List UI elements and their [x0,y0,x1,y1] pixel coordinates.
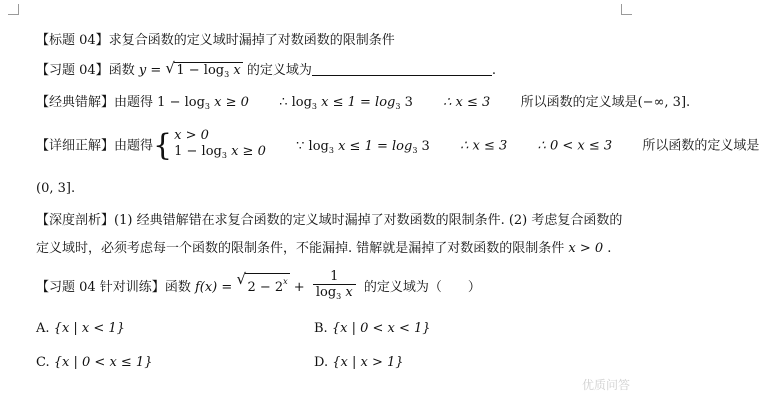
section-label: 【标题 04】 [36,33,109,48]
exercise-suffix: 的定义域为 [246,63,312,78]
option-a: A. {x | x < 1} [36,321,125,336]
page-corner-mark [621,4,632,15]
option-b: B. {x | 0 < x < 1} [314,321,431,336]
inequality-system: x > 0 $1 - \log_3 x \ge 0$ [174,128,266,160]
inequality: ∴ 0 < x ≤ 3 [537,138,613,154]
title-line [36,32,395,50]
correct-answer: (0, 3]. [36,181,76,196]
system-brace: { [153,128,173,163]
analysis-line: 【深度剖析】(1) 经典错解错在求复合函数的定义域时漏掉了对数函数的限制条件. (2) 考虑复合函数的 [36,213,623,228]
section-label: 【习题 04】 [36,63,109,78]
inequality: ∴ $\log_3 x \le 1 = \log_3 3$ [279,95,413,111]
correct-solution-line: 【详细正解】由题得{ x > 0 $1 - \log_3 x \ge 0$ ∵ $\log_3 x \le 1 = \log_3 3$ ∴ x ≤ 3 ∴ 0 < x ≤ 3 所以函数的定义域是 [36,128,759,163]
title-text: 求复合函数的定义域时漏掉了对数函数的限制条件 [108,33,395,48]
option-d: D. {x | x > 1} [314,355,404,370]
function-expression: f(x) = √ $2 - 2^x$ + $\frac{1}{\log_3 x}$ [195,280,360,295]
exercise-line: 【习题 04】函数 y = √ $1 - \log_3 x$ 的定义域为 . [36,62,496,83]
answer-blank [312,63,492,76]
section-label: 【详细正解】 [36,138,115,154]
exercise-prefix: 函数 [108,63,135,78]
inequality: ∵ $\log_3 x \le 1 = \log_3 3$ [296,138,430,155]
section-label: 【经典错解】 [36,95,115,110]
section-label: 【习题 04 针对训练】 [36,280,165,295]
function-expression: y = √ $1 - \log_3 x$ [139,63,243,78]
page-corner-mark [8,4,19,15]
analysis-line-2: 定义域时，必须考虑每一个函数的限制条件，不能漏掉. 错解就是漏掉了对数函数的限制条件 x > 0 . [36,241,612,256]
section-label: 【深度剖析】 [36,213,115,228]
wrong-solution-line: 【经典错解】由题得 $1 - \log_3 x \ge 0$ ∴ $\log_3 x \le 1 = \log_3 3$ ∴ x ≤ 3 所以函数的定义域是(−∞, 3]. [36,95,691,111]
practice-line: 【习题 04 针对训练】函数 f(x) = √ $2 - 2^x$ + $\frac{1}{\log_3 x}$ 的定义域为（ ） [36,269,481,301]
option-c: C. {x | 0 < x ≤ 1} [36,355,153,370]
inequality: $1 - \log_3 x \ge 0$ [157,95,249,111]
watermark: 优质问答 [581,378,630,392]
inequality: ∴ x ≤ 3 [443,95,491,110]
inequality: ∴ x ≤ 3 [460,138,508,154]
wrong-answer: (−∞, 3]. [637,95,691,110]
